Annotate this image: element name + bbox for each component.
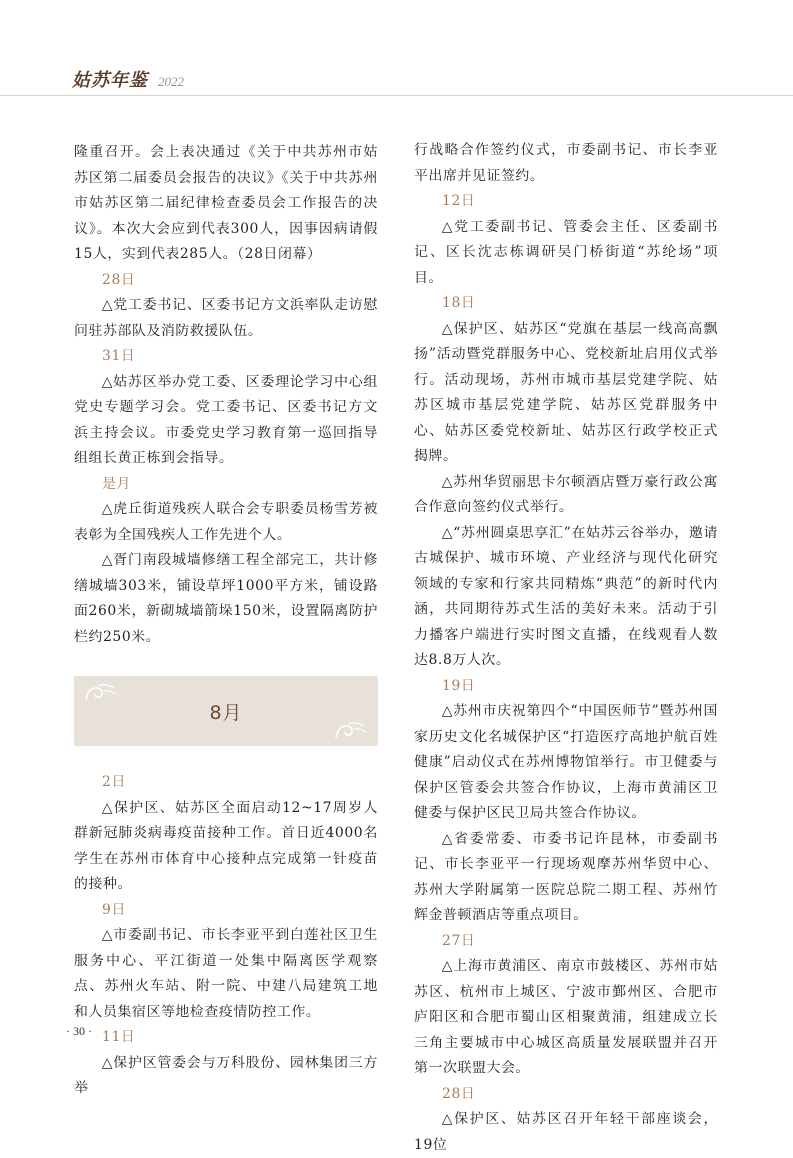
entry-paragraph: △保护区、姑苏区全面启动12~17周岁人群新冠肺炎病毒疫苗接种工作。首日近4000名学生在苏州市体育中心接种点完成第一针疫苗的接种。 — [74, 799, 378, 892]
entry-paragraph: △“苏州圆桌思享汇”在姑苏云谷举办，邀请古城保护、城市环境、产业经济与现代化研究领域的专家和行家共同精炼“典范”的新时代内涵，共同期待苏式生活的美好未来。活动于引力播客户端进行实时图文直播，在线观看人数达8.8万人次。 — [414, 524, 718, 668]
entry-paragraph: △保护区管委会与万科股份、园林集团三方举 — [74, 1054, 378, 1096]
header-rule — [0, 95, 793, 96]
entry-date: 28日 — [442, 1085, 476, 1102]
page-number: · 30 · — [66, 1024, 92, 1038]
entry-paragraph: △省委常委、市委书记许昆林，市委副书记、市长李亚平一行现场观摩苏州华贸中心、苏州大学附属第一医院总院二期工程、苏州竹辉金普顿酒店等重点项目。 — [414, 830, 718, 923]
entry-date: 19日 — [442, 677, 476, 694]
entry-paragraph: △保护区、姑苏区召开年轻干部座谈会，19位 — [414, 1111, 718, 1153]
running-header — [72, 66, 184, 90]
month-banner — [74, 676, 378, 746]
entry-paragraph: △胥门南段城墙修缮工程全部完工，共计修缮城墙303米，铺设草坪1000平方米，铺设路面260米，新砌城墙箭垛150米，设置隔离防护栏约250米。 — [74, 552, 378, 645]
entry-paragraph: △党工委书记、区委书记方文浜率队走访慰问驻苏部队及消防救援队伍。 — [74, 297, 378, 339]
entry-paragraph: 行战略合作签约仪式，市委副书记、市长李亚平出席并见证签约。 — [414, 142, 718, 184]
entry-paragraph: 隆重召开。会上表决通过《关于中共苏州市姑苏区第二届委员会报告的决议》《关于中共苏州市姑苏区第二届纪律检查委员会工作报告的决议》。本次大会应到代表300人，因事因病请假15人，实到代表285人。（28日闭幕） — [74, 144, 378, 262]
right-column — [414, 138, 718, 1158]
entry-date: 是月 — [102, 475, 131, 492]
entry-date: 28日 — [102, 271, 136, 288]
entry-paragraph: △上海市黄浦区、南京市鼓楼区、苏州市姑苏区、杭州市上城区、宁波市鄞州区、合肥市庐阳区和合肥市蜀山区相聚黄浦，组建成立长三角主要城市中心城区高质量发展联盟并召开第一次联盟大会。 — [414, 958, 718, 1076]
entry-paragraph: △苏州市庆祝第四个“中国医师节”暨苏州国家历史文化名城保护区“打造医疗高地护航百姓健康”启动仪式在苏州博物馆举行。市卫健委与保护区管委会共签合作协议，上海市黄浦区卫健委与保护区民卫局共签合作协议。 — [414, 703, 718, 821]
entry-date: 18日 — [442, 295, 476, 311]
entry-paragraph: △苏州华贸丽思卡尔顿酒店暨万豪行政公寓合作意向签约仪式举行。 — [414, 473, 718, 515]
yearbook-brand: 姑苏年鉴 — [72, 70, 148, 91]
entry-date: 27日 — [442, 932, 476, 949]
month-title: 8月 — [209, 701, 243, 724]
entry-date: 11日 — [102, 1029, 136, 1045]
left-column — [74, 140, 378, 1102]
entry-date: 12日 — [442, 193, 476, 209]
entry-paragraph: △保护区、姑苏区“党旗在基层一线高高飘扬”活动暨党群服务中心、党校新址启用仪式举行。活动现场，苏州市城市基层党建学院、姑苏区城市基层党建学院、姑苏区党群服务中心、姑苏区委党校新址、姑苏区行政学校正式揭牌。 — [414, 320, 718, 464]
entry-date: 31日 — [102, 348, 136, 364]
entry-paragraph: △姑苏区举办党工委、区委理论学习中心组党史专题学习会。党工委书记、区委书记方文浜主持会议。市委党史学习教育第一巡回指导组组长黄正栋到会指导。 — [74, 373, 378, 466]
entry-date: 2日 — [102, 774, 126, 790]
entry-paragraph: △虎丘街道残疾人联合会专职委员杨雪芳被表彰为全国残疾人工作先进个人。 — [74, 501, 378, 543]
entry-date: 9日 — [102, 901, 126, 918]
entry-paragraph: △市委副书记、市长李亚平到白莲社区卫生服务中心、平江街道一处集中隔离医学观察点、苏州火车站、附一院、中建八局建筑工地和人员集宿区等地检查疫情防控工作。 — [74, 927, 378, 1020]
entry-paragraph: △党工委副书记、管委会主任、区委副书记、区长沈志栋调研吴门桥街道“苏纶场”项目。 — [414, 218, 718, 286]
yearbook-year: 2022 — [158, 74, 184, 89]
